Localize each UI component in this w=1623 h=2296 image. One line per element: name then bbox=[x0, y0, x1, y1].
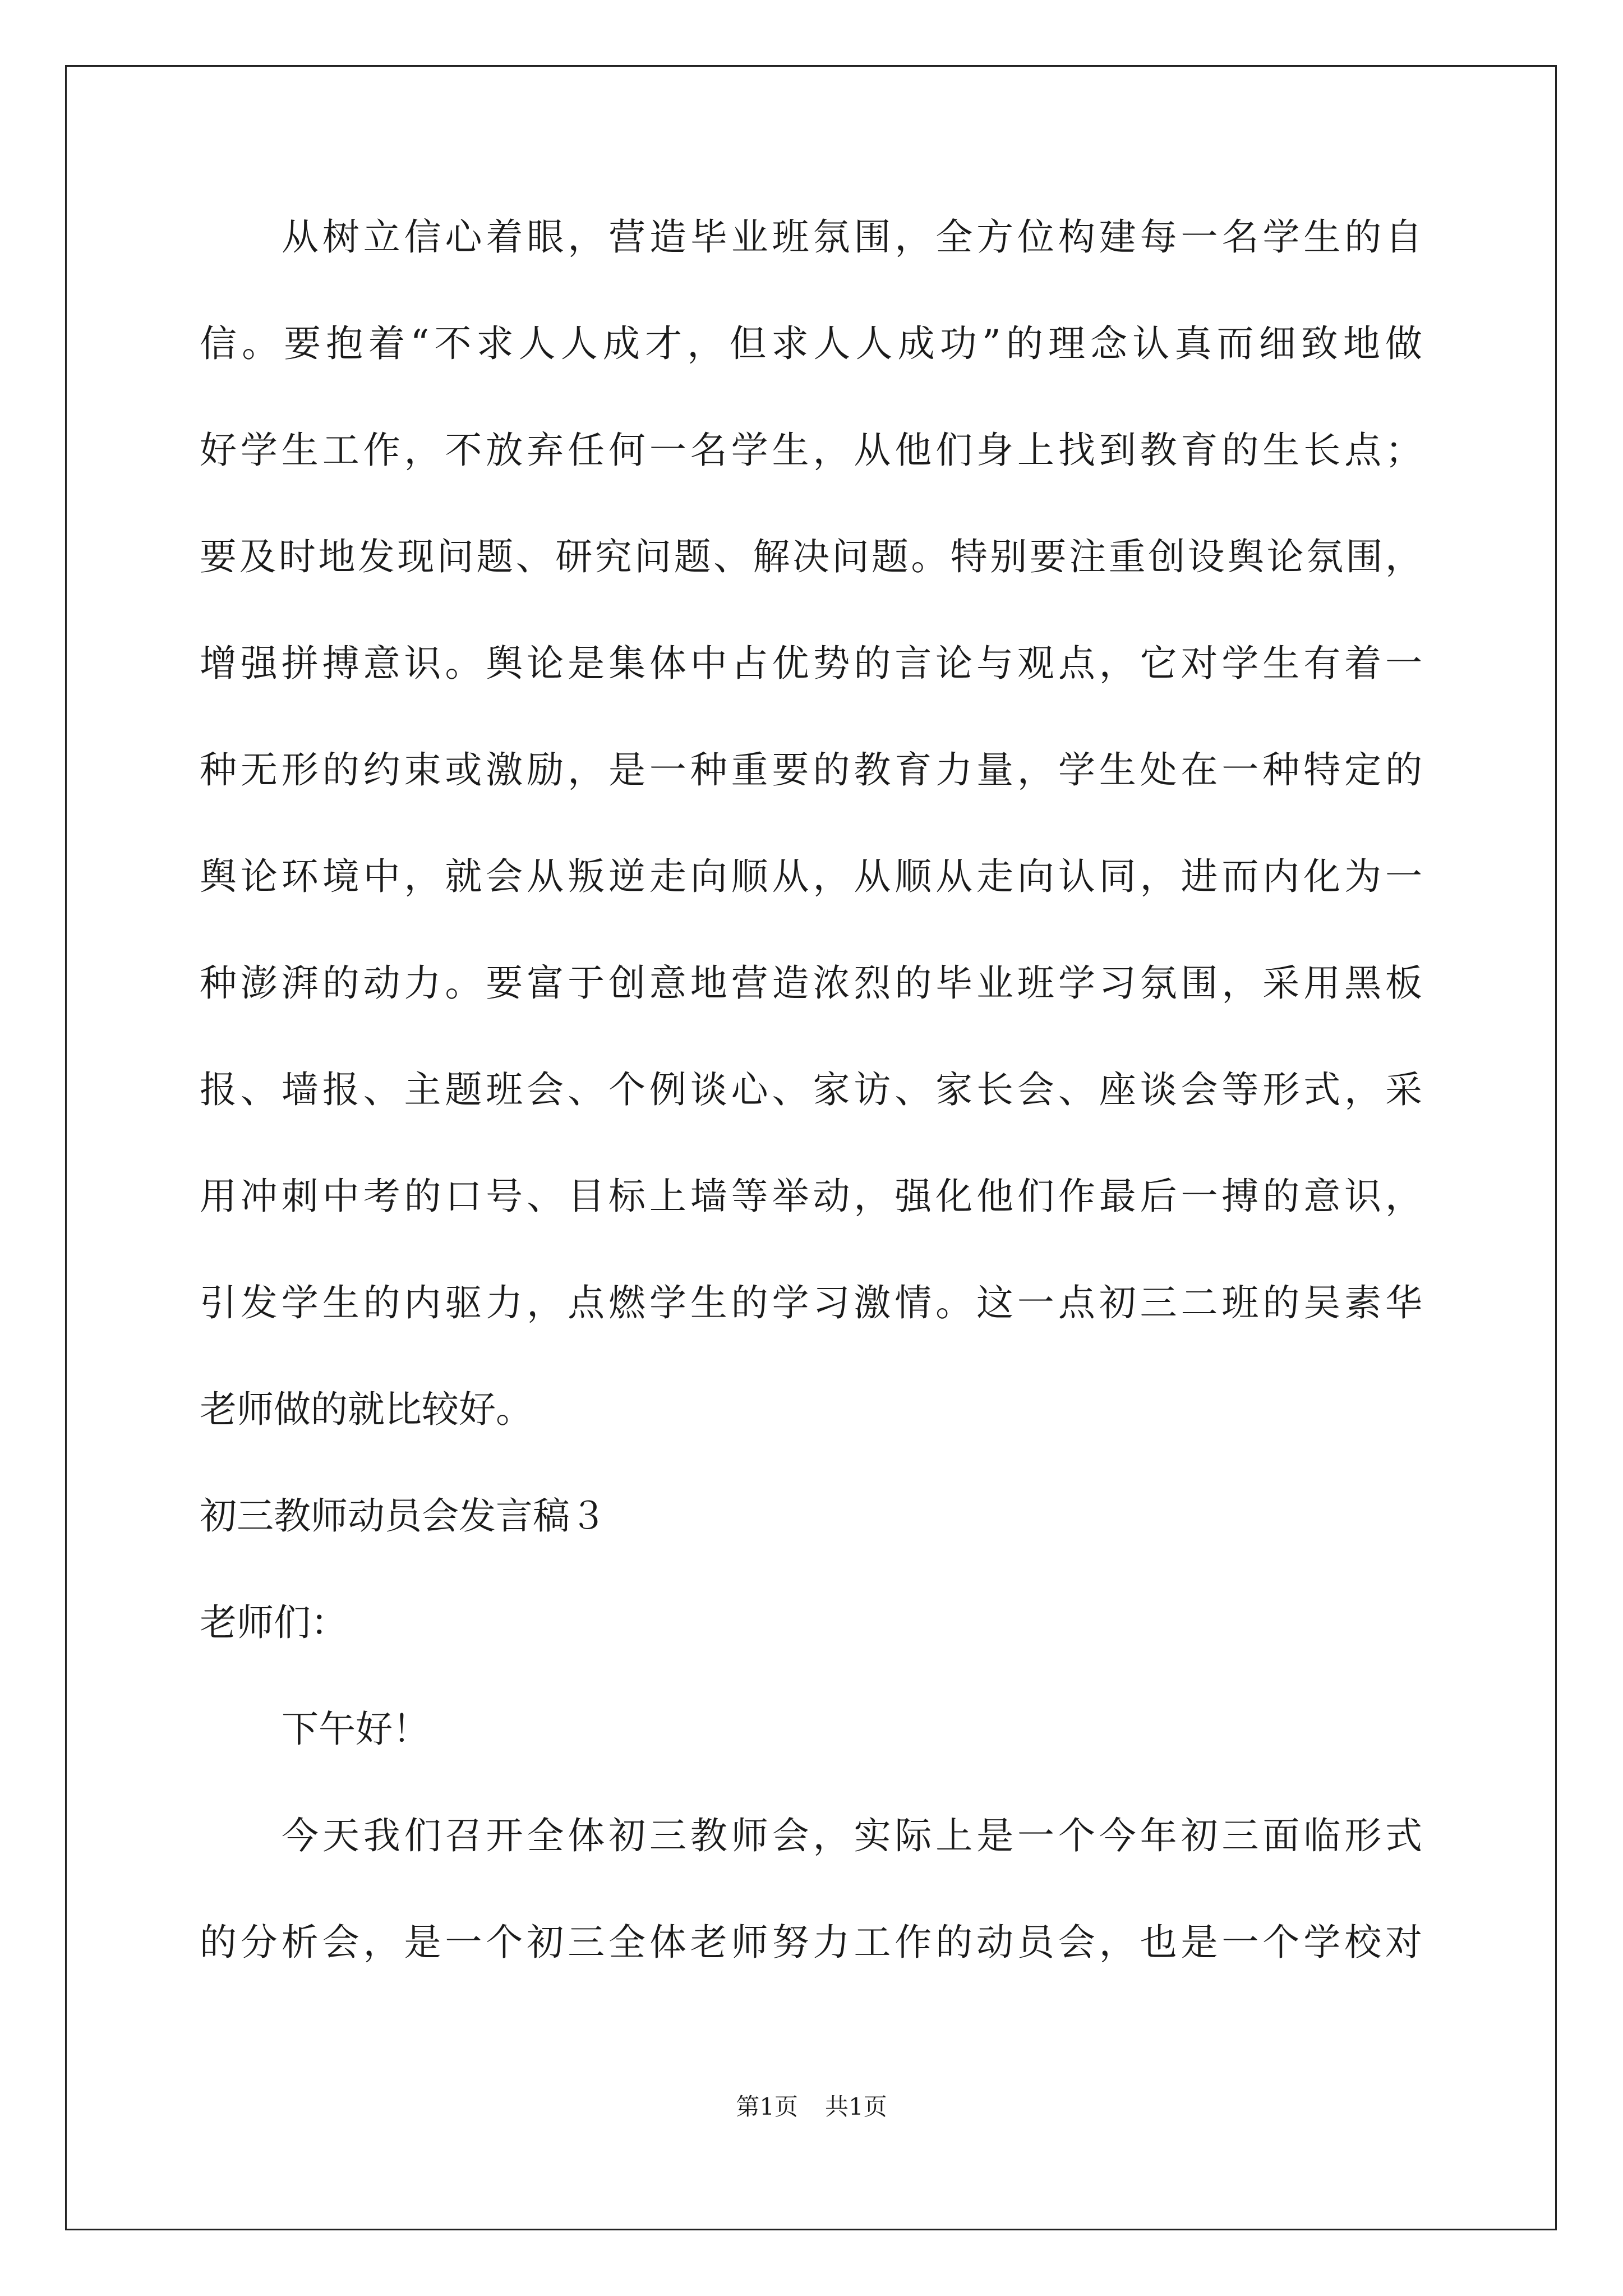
body-line-10: 用冲刺中考的口号、目标上墙等举动，强化他们作最后一搏的意识， bbox=[200, 1175, 1422, 1218]
body-line-8: 种澎湃的动力。要富于创意地营造浓烈的毕业班学习氛围，采用黑板 bbox=[200, 961, 1422, 1005]
body-line-16: 今天我们召开全体初三教师会，实际上是一个今年初三面临形式 bbox=[282, 1814, 1422, 1857]
body-line-11: 引发学生的内驱力，点燃学生的学习激情。这一点初三二班的吴素华 bbox=[200, 1281, 1422, 1324]
body-line-3: 好学生工作，不放弃任何一名学生，从他们身上找到教育的生长点； bbox=[200, 429, 1422, 472]
body-line-7: 舆论环境中，就会从叛逆走向顺从，从顺从走向认同，进而内化为一 bbox=[200, 855, 1422, 898]
body-line-2: 信。要抱着“不求人人成才，但求人人成功”的理念认真而细致地做 bbox=[200, 322, 1422, 365]
page-footer bbox=[0, 2095, 1623, 2119]
document-body bbox=[200, 215, 1422, 2031]
page-number-total: 共1页 bbox=[825, 2093, 887, 2120]
body-line-12: 老师做的就比较好。 bbox=[200, 1388, 533, 1431]
body-line-1: 从树立信心着眼，营造毕业班氛围，全方位构建每一名学生的自 bbox=[282, 215, 1422, 259]
body-line-4: 要及时地发现问题、研究问题、解决问题。特别要注重创设舆论氛围， bbox=[200, 535, 1422, 578]
body-line-6: 种无形的约束或激励，是一种重要的教育力量，学生处在一种特定的 bbox=[200, 748, 1422, 792]
section-heading: 初三教师动员会发言稿３ bbox=[200, 1494, 607, 1538]
body-line-9: 报、墙报、主题班会、个例谈心、家访、家长会、座谈会等形式，采 bbox=[200, 1068, 1422, 1111]
greeting: 下午好！ bbox=[282, 1708, 430, 1751]
salutation: 老师们： bbox=[200, 1601, 348, 1644]
body-line-5: 增强拼搏意识。舆论是集体中占优势的言论与观点，它对学生有着一 bbox=[200, 642, 1422, 685]
page-number-current: 第1页 bbox=[736, 2093, 798, 2120]
body-line-17: 的分析会，是一个初三全体老师努力工作的动员会，也是一个学校对 bbox=[200, 1921, 1422, 1964]
